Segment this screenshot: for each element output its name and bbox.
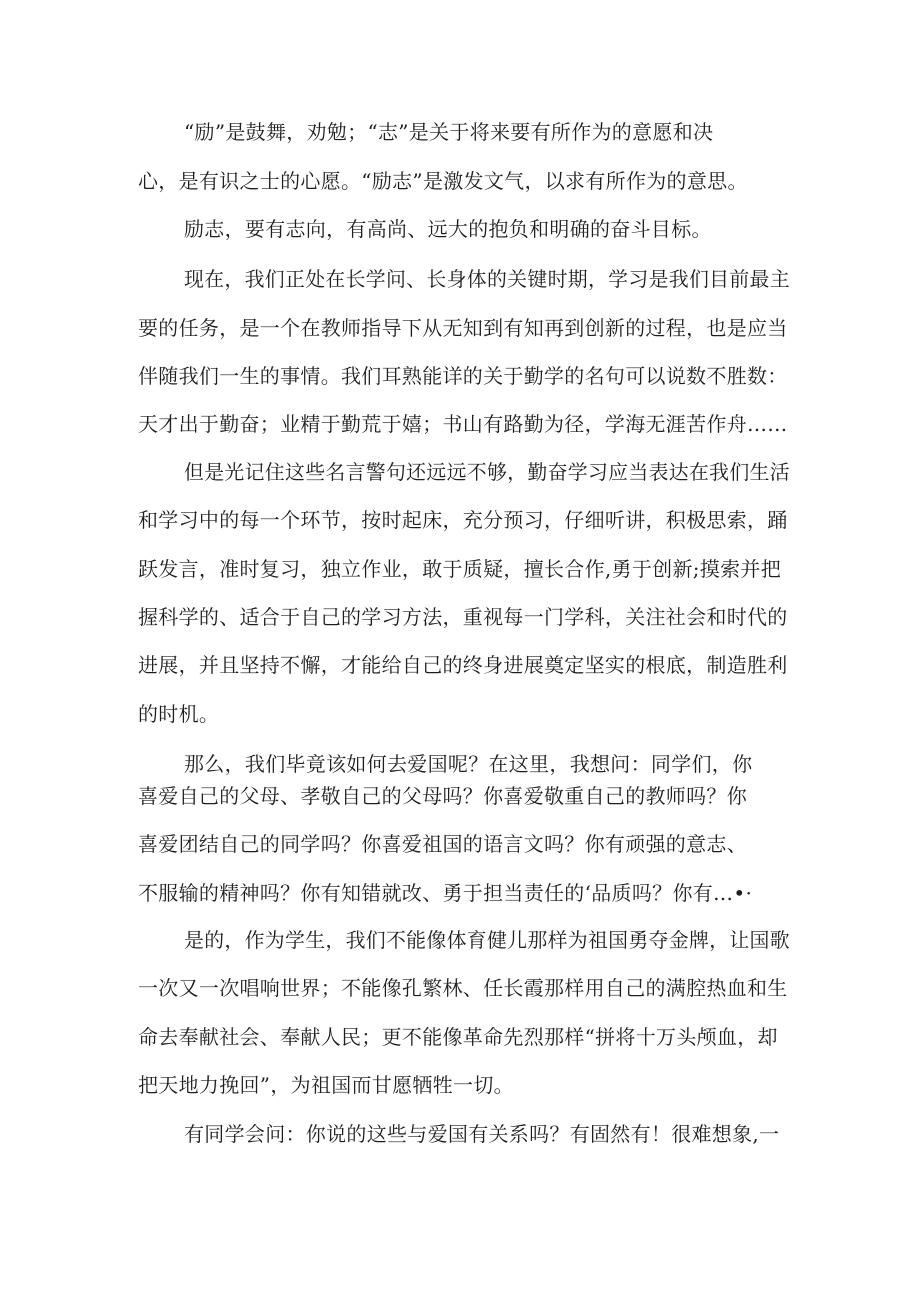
text-line: 一次又一次唱响世界；不能像孔繁林、任长霞那样用自己的满腔热血和生 — [138, 976, 788, 1000]
text-line: 伴随我们一生的事情。我们耳熟能详的关于勤学的名句可以说数不胜数： — [138, 364, 788, 388]
text-line: 握科学的、适合于自己的学习方法，重视每一门学科，关注社会和时代的 — [138, 605, 788, 629]
text-line: 是的，作为学生，我们不能像体育健儿那样为祖国勇夺金牌，让国歌 — [184, 928, 790, 952]
text-line: 心，是有识之士的心愿。“励志”是激发文气，以求有所作为的意思。 — [138, 169, 748, 193]
text-line: 不服输的精神吗？你有知错就改、勇于担当责任的‘品质吗？你有…•· — [138, 881, 753, 905]
text-line: 天才出于勤奋；业精于勤荒于嬉；书山有路勤为径，学海无涯苦作舟…… — [138, 412, 788, 436]
text-line: 要的任务，是一个在教师指导下从无知到有知再到创新的过程，也是应当 — [138, 316, 788, 340]
text-line: 和学习中的每一个环节，按时起床，充分预习，仔细听讲，积极思索，踊 — [138, 508, 788, 532]
text-line: 励志，要有志向，有高尚、远大的抱负和明确的奋斗目标。 — [184, 217, 712, 241]
text-line: 那么，我们毕竟该如何去爱国呢？在这里，我想问：同学们，你 — [184, 752, 753, 776]
text-line: 命去奉献社会、奉献人民；更不能像革命先烈那样“拼将十万头颅血，却 — [138, 1025, 778, 1049]
text-line: 喜爱团结自己的同学吗？你喜爱祖国的语言文吗？你有顽强的意志、 — [138, 832, 747, 856]
text-line: 喜爱自己的父母、孝敬自己的父母吗？你喜爱敬重自己的教师吗？你 — [138, 784, 747, 808]
text-line: 进展，并且坚持不懈，才能给自己的终身进展奠定坚实的根底，制造胜利 — [138, 653, 788, 677]
text-line: 现在，我们正处在长学问、长身体的关键时期，学习是我们目前最主 — [184, 267, 790, 291]
text-line: 把天地力挽回”，为祖国而甘愿牺牲一切。 — [138, 1073, 514, 1097]
text-line: 但是光记住这些名言警句还远远不够，勤奋学习应当表达在我们生活 — [184, 460, 790, 484]
text-line: 跃发言，准时复习，独立作业，敢于质疑，擅长合作,勇于创新;摸索并把 — [138, 557, 781, 581]
text-line: 的时机。 — [138, 702, 220, 726]
text-line: “励”是鼓舞，劝勉；“志”是关于将来要有所作为的意愿和决 — [184, 120, 714, 144]
text-line: 有同学会问：你说的这些与爱国有关系吗？有固然有！很难想象,一 — [184, 1122, 780, 1146]
